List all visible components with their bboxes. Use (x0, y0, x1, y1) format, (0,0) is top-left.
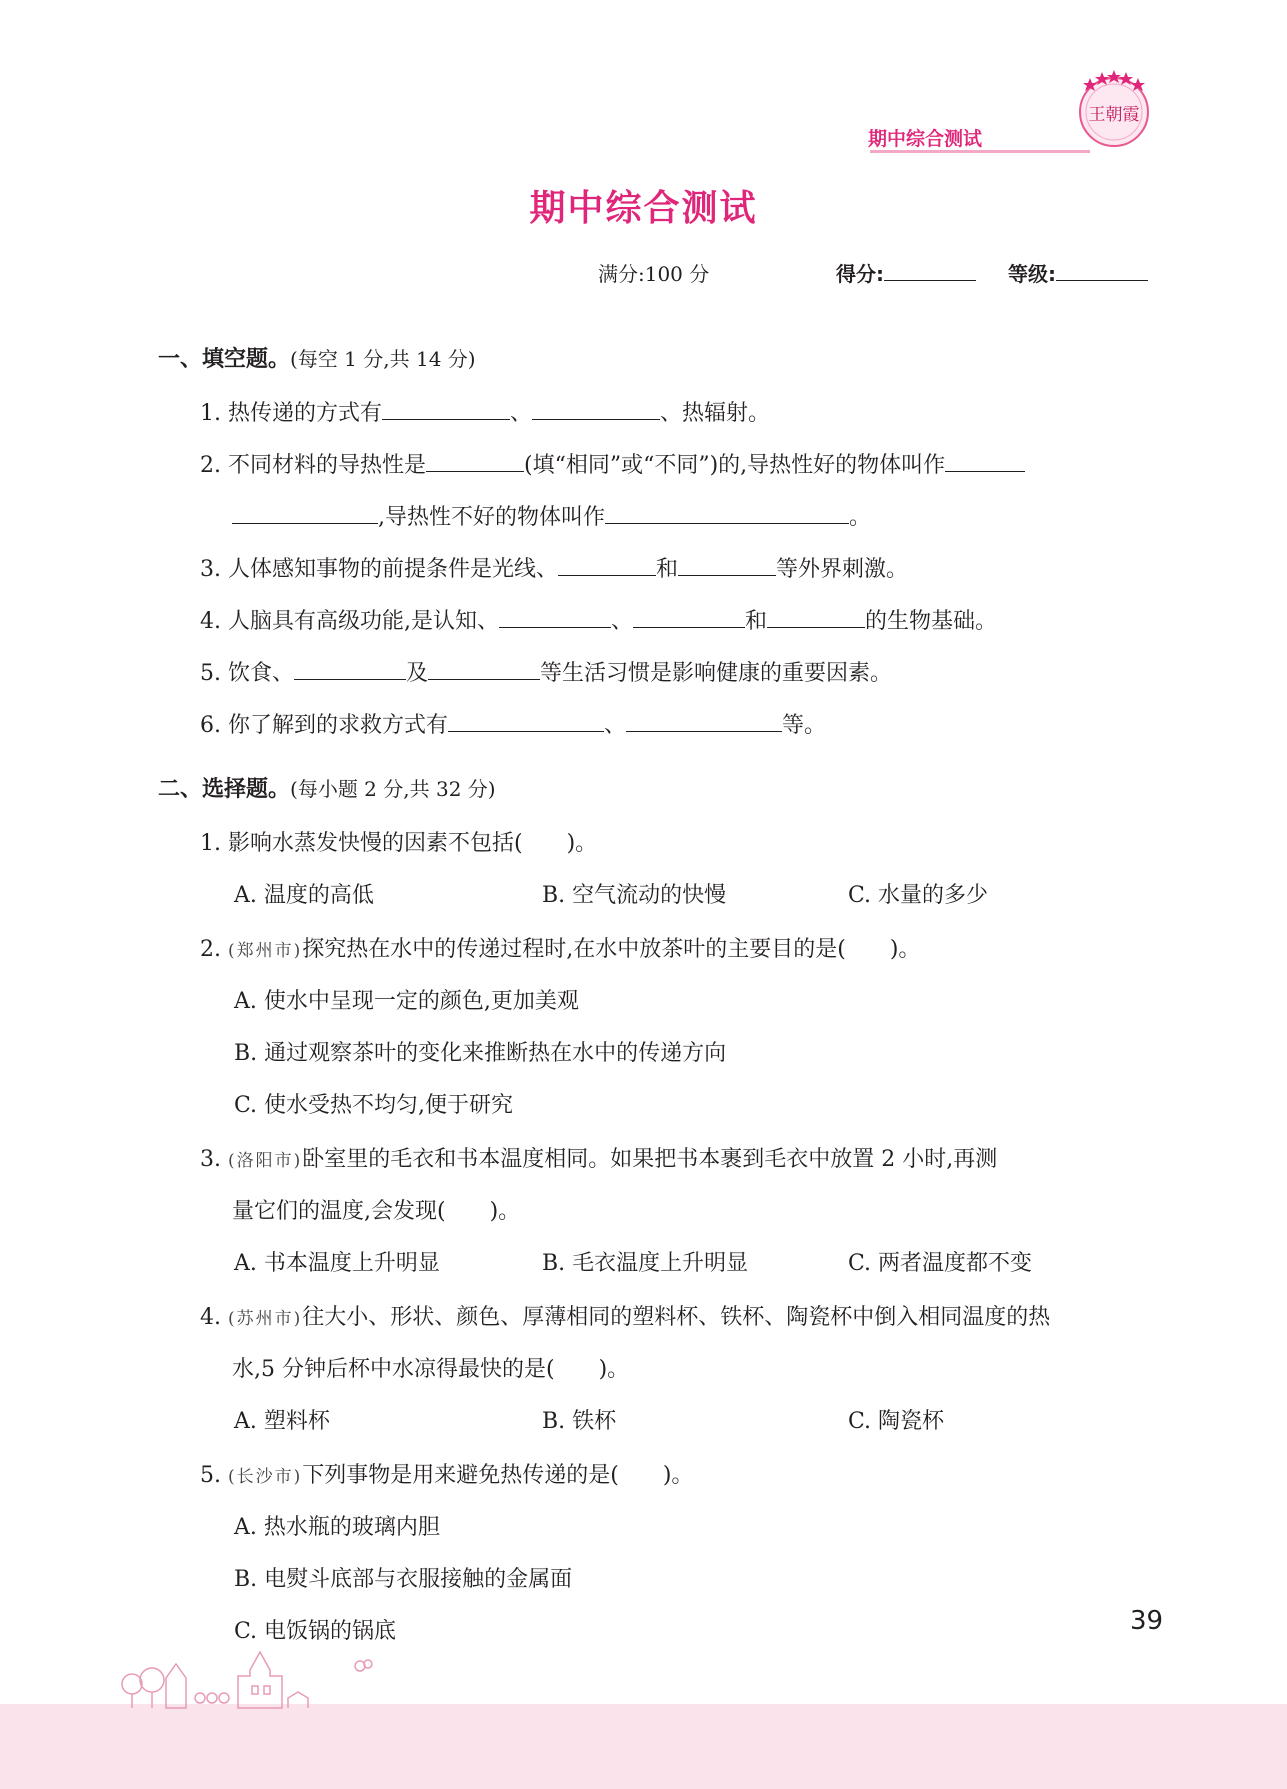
choice-question-4: 4. (苏州市)往大小、形状、颜色、厚薄相同的塑料杯、铁杯、陶瓷杯中倒入相同温度的热 (200, 1305, 1051, 1330)
grade-label: 等级: (1008, 258, 1148, 287)
option-a[interactable]: A. 书本温度上升明显 (234, 1251, 440, 1276)
page-title: 期中综合测试 (529, 188, 758, 229)
choice-question-3-cont: 量它们的温度,会发现( )。 (232, 1199, 521, 1224)
footer-band (0, 1704, 1287, 1789)
castle-decoration-icon (118, 1640, 418, 1710)
publisher-logo-icon (1072, 68, 1156, 152)
choice-question-3-options (0, 1246, 1287, 1276)
answer-blank[interactable] (294, 657, 406, 680)
fill-question-5: 5. 饮食、 及 等生活习惯是影响健康的重要因素。 (200, 656, 892, 687)
section1-heading: 一、填空题。(每空 1 分,共 14 分) (158, 347, 476, 372)
fill-question-2: 2. 不同材料的导热性是 (填“相同”或“不同”)的,导热性好的物体叫作 (200, 448, 1025, 479)
fill-question-3: 3. 人体感知事物的前提条件是光线、 和 等外界刺激。 (200, 552, 908, 583)
option-c[interactable]: C. 电饭锅的锅底 (234, 1619, 397, 1644)
option-a[interactable]: A. 热水瓶的玻璃内胆 (234, 1515, 440, 1540)
answer-blank[interactable] (626, 709, 782, 732)
choice-question-1-options (0, 878, 1287, 908)
answer-blank[interactable] (426, 449, 524, 472)
option-b[interactable]: B. 铁杯 (542, 1409, 617, 1434)
fill-question-2-cont: ,导热性不好的物体叫作 。 (232, 500, 871, 531)
choice-question-2: 2. (郑州市)探究热在水中的传递过程时,在水中放茶叶的主要目的是( )。 (200, 937, 921, 962)
option-c[interactable]: C. 两者温度都不变 (848, 1251, 1033, 1276)
option-a[interactable]: A. 使水中呈现一定的颜色,更加美观 (234, 989, 579, 1014)
question-source: (郑州市) (228, 941, 303, 961)
full-score: 满分:100 分 (598, 262, 710, 286)
option-a[interactable]: A. 塑料杯 (234, 1409, 330, 1434)
header-section-label: 期中综合测试 (868, 128, 983, 150)
score-label: 得分: (836, 258, 976, 287)
option-b[interactable]: B. 空气流动的快慢 (542, 883, 727, 908)
choice-question-1: 1. 影响水蒸发快慢的因素不包括( )。 (200, 831, 598, 856)
answer-blank[interactable] (499, 605, 611, 628)
option-c[interactable]: C. 陶瓷杯 (848, 1409, 945, 1434)
fill-question-4: 4. 人脑具有高级功能,是认知、 、 和 的生物基础。 (200, 604, 997, 635)
answer-blank[interactable] (767, 605, 865, 628)
svg-text:王朝霞: 王朝霞 (1088, 105, 1140, 125)
choice-question-4-cont: 水,5 分钟后杯中水凉得最快的是( )。 (232, 1357, 630, 1382)
answer-blank[interactable] (558, 553, 656, 576)
fill-question-1: 1. 热传递的方式有 、 、热辐射。 (200, 396, 770, 427)
question-source: (苏州市) (228, 1309, 303, 1329)
score-blank[interactable] (884, 258, 976, 281)
answer-blank[interactable] (382, 397, 510, 420)
question-source: (长沙市) (228, 1467, 303, 1487)
choice-question-3: 3. (洛阳市)卧室里的毛衣和书本温度相同。如果把书本裹到毛衣中放置 2 小时,再测 (200, 1147, 998, 1172)
section2-heading: 二、选择题。(每小题 2 分,共 32 分) (158, 777, 496, 802)
answer-blank[interactable] (532, 397, 660, 420)
option-b[interactable]: B. 毛衣温度上升明显 (542, 1251, 749, 1276)
option-b[interactable]: B. 通过观察茶叶的变化来推断热在水中的传递方向 (234, 1041, 727, 1066)
option-a[interactable]: A. 温度的高低 (234, 883, 374, 908)
answer-blank[interactable] (678, 553, 776, 576)
question-source: (洛阳市) (228, 1151, 303, 1171)
page-number: 39 (1130, 1606, 1164, 1636)
answer-blank[interactable] (605, 501, 849, 524)
option-c[interactable]: C. 水量的多少 (848, 883, 989, 908)
grade-blank[interactable] (1056, 258, 1148, 281)
choice-question-5: 5. (长沙市)下列事物是用来避免热传递的是( )。 (200, 1463, 694, 1488)
answer-blank[interactable] (232, 501, 378, 524)
fill-question-6: 6. 你了解到的求救方式有 、 等。 (200, 708, 826, 739)
choice-question-4-options (0, 1404, 1287, 1434)
header-underline (870, 150, 1090, 153)
answer-blank[interactable] (428, 657, 540, 680)
answer-blank[interactable] (448, 709, 604, 732)
answer-blank[interactable] (633, 605, 745, 628)
answer-blank[interactable] (945, 449, 1025, 472)
option-c[interactable]: C. 使水受热不均匀,便于研究 (234, 1093, 514, 1118)
option-b[interactable]: B. 电熨斗底部与衣服接触的金属面 (234, 1567, 573, 1592)
